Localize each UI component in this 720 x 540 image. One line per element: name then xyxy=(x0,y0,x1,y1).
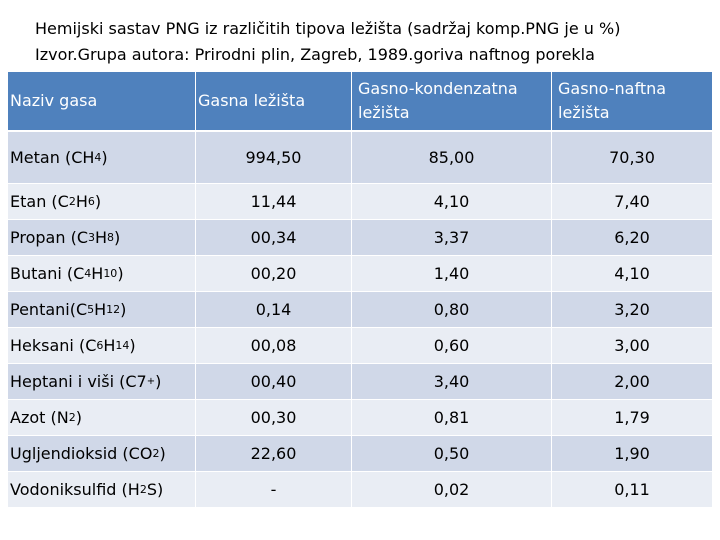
header-gas-fields: Gasna ležišta xyxy=(196,72,352,130)
oil-fields-value: 0,11 xyxy=(614,480,650,499)
gas-name-name-post: ) xyxy=(75,408,82,427)
oil-fields-value: 1,90 xyxy=(614,444,650,463)
gas-name-cell xyxy=(8,184,196,219)
gas-name-name-post: ) xyxy=(129,336,136,355)
gas-fields-value: 00,08 xyxy=(196,328,352,363)
gas-name-name-pre: Heptani i viši (C7 xyxy=(10,372,147,391)
oil-fields-value: 1,79 xyxy=(614,408,650,427)
gas-name-cell xyxy=(8,220,196,255)
condensate-fields-value: 0,81 xyxy=(352,400,552,435)
caption-line-2: Izvor.Grupa autora: Prirodni plin, Zagreb, 1989.goriva naftnog porekla xyxy=(35,45,595,64)
table-row xyxy=(8,220,712,256)
gas-name-cell xyxy=(8,292,196,327)
gas-name-name-sub2: 10 xyxy=(103,267,118,280)
gas-name-name-sub: 3 xyxy=(87,231,95,244)
condensate-fields-value: 85,00 xyxy=(352,132,552,183)
condensate-fields-value: 0,50 xyxy=(352,436,552,471)
oil-fields-value: 6,20 xyxy=(614,228,650,247)
gas-name-name-sub: 2 xyxy=(68,195,76,208)
gas-name-name-sub2: 8 xyxy=(107,231,115,244)
header-oil-fields: Gasno-naftna ležišta xyxy=(558,79,667,122)
gas-name-name-pre: Azot (N xyxy=(10,408,69,427)
gas-name-name-post: ) xyxy=(159,444,166,463)
gas-name-name-pre: Propan (C xyxy=(10,228,88,247)
table-header-row xyxy=(8,72,712,132)
header-gas-name: Naziv gasa xyxy=(8,72,196,130)
gas-fields-value: 22,60 xyxy=(196,436,352,471)
table-row xyxy=(8,132,712,184)
gas-name-name-sub2: 14 xyxy=(115,339,130,352)
gas-fields-value: 11,44 xyxy=(196,184,352,219)
gas-fields-value: 00,34 xyxy=(196,220,352,255)
table-row xyxy=(8,256,712,292)
gas-name-name-pre: Pentani(C xyxy=(10,300,88,319)
gas-name-cell xyxy=(8,364,196,399)
table-row xyxy=(8,292,712,328)
table-row xyxy=(8,364,712,400)
gas-name-name-mid: H xyxy=(75,192,88,211)
table-row xyxy=(8,472,712,508)
gas-name-name-mid: H xyxy=(91,264,104,283)
gas-fields-value: 00,20 xyxy=(196,256,352,291)
gas-name-name-sub2: 6 xyxy=(87,195,95,208)
gas-name-name-sub: 5 xyxy=(87,303,95,316)
oil-fields-value: 70,30 xyxy=(609,148,655,167)
gas-fields-value: - xyxy=(196,472,352,507)
oil-fields-value: 4,10 xyxy=(614,264,650,283)
gas-name-name-post: ) xyxy=(94,192,102,211)
gas-name-name-mid: H xyxy=(94,228,108,247)
gas-fields-value: 994,50 xyxy=(196,132,352,183)
gas-name-cell xyxy=(8,132,196,183)
gas-name-name-pre: Vodoniksulfid (H xyxy=(10,480,140,499)
gas-name-cell xyxy=(8,256,196,291)
gas-name-name-pre: Butani (C xyxy=(10,264,85,283)
condensate-fields-value: 3,37 xyxy=(352,220,552,255)
table-body xyxy=(8,132,712,508)
gas-name-name-sub: 2 xyxy=(68,411,76,424)
gas-name-name-sup: + xyxy=(146,376,156,387)
header-condensate-fields: Gasno-kondenzatna ležišta xyxy=(352,72,552,130)
condensate-fields-value: 1,40 xyxy=(352,256,552,291)
oil-fields-value: 7,40 xyxy=(614,192,650,211)
oil-fields-value: 3,20 xyxy=(614,300,650,319)
gas-name-name-sub: 2 xyxy=(139,483,147,496)
slide-caption xyxy=(35,16,715,68)
gas-name-name-sub: 6 xyxy=(96,339,104,352)
gas-name-name-mid: H xyxy=(94,300,107,319)
gas-fields-value: 00,30 xyxy=(196,400,352,435)
gas-name-name-pre: Etan (C xyxy=(10,192,69,211)
gas-name-name-post: S) xyxy=(146,480,164,499)
condensate-fields-value: 4,10 xyxy=(352,184,552,219)
gas-composition-table xyxy=(8,72,712,508)
oil-fields-value: 2,00 xyxy=(614,372,650,391)
gas-name-name-post: ) xyxy=(114,228,121,247)
gas-name-name-pre: Metan (CH xyxy=(10,148,95,167)
caption-line-1: Hemijski sastav PNG iz različitih tipova ležišta (sadržaj komp.PNG je u %) xyxy=(35,19,621,38)
gas-name-name-pre: Heksani (C xyxy=(10,336,97,355)
gas-name-cell xyxy=(8,472,196,507)
gas-name-name-sub: 4 xyxy=(94,151,102,164)
condensate-fields-value: 0,80 xyxy=(352,292,552,327)
gas-name-name-sub2: 12 xyxy=(106,303,121,316)
table-row xyxy=(8,400,712,436)
gas-name-cell xyxy=(8,400,196,435)
table-row xyxy=(8,436,712,472)
gas-name-name-post: ) xyxy=(101,148,108,167)
condensate-fields-value: 3,40 xyxy=(352,364,552,399)
oil-fields-value: 3,00 xyxy=(614,336,650,355)
gas-name-name-sub: 4 xyxy=(84,267,92,280)
gas-name-name-pre: Ugljendioksid (CO xyxy=(10,444,153,463)
gas-name-name-sub: 2 xyxy=(152,447,160,460)
gas-name-name-mid: H xyxy=(103,336,116,355)
table-row xyxy=(8,184,712,220)
gas-fields-value: 00,40 xyxy=(196,364,352,399)
gas-fields-value: 0,14 xyxy=(196,292,352,327)
gas-name-name-post: ) xyxy=(117,264,124,283)
gas-name-name-post: ) xyxy=(120,300,127,319)
gas-name-cell xyxy=(8,436,196,471)
condensate-fields-value: 0,02 xyxy=(352,472,552,507)
gas-name-cell xyxy=(8,328,196,363)
table-row xyxy=(8,328,712,364)
condensate-fields-value: 0,60 xyxy=(352,328,552,363)
gas-name-name-post: ) xyxy=(155,372,162,391)
